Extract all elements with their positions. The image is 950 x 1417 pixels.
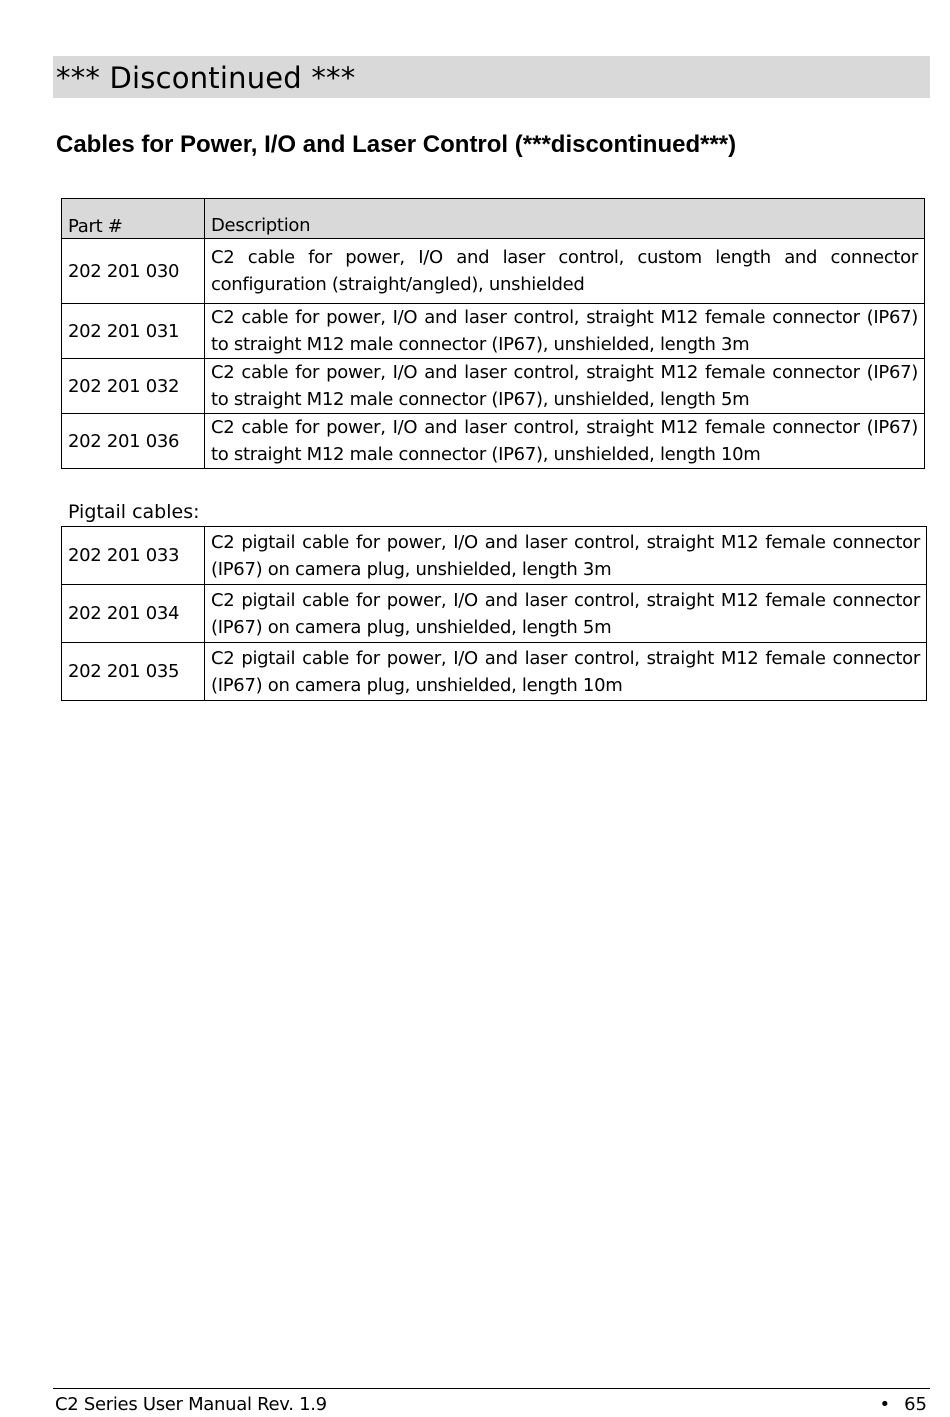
pigtail-table [61,526,927,701]
footer-page [879,1393,927,1417]
table-row [62,304,925,359]
part-number: 202 201 031 [62,304,205,359]
bullet-icon: • [879,1394,891,1415]
part-description: C2 pigtail cable for power, I/O and laser control, straight M12 female connector (IP67) on camera plug, unshielded, length 3m [205,527,927,585]
page-number: 65 [904,1394,927,1415]
footer-manual-title: C2 Series User Manual Rev. 1.9 [55,1394,327,1415]
part-number: 202 201 033 [62,527,205,585]
header-description: Description [205,199,925,239]
part-number: 202 201 032 [62,359,205,414]
table-row [62,585,927,643]
table-row [62,643,927,701]
part-description: C2 pigtail cable for power, I/O and laser control, straight M12 female connector (IP67) on camera plug, unshielded, length 10m [205,643,927,701]
table-row [62,359,925,414]
header-part-number: Part # [62,199,205,239]
part-number: 202 201 035 [62,643,205,701]
part-description: C2 cable for power, I/O and laser control, straight M12 female connector (IP67) to straight M12 male connector (IP67), unshielded, length 5m [205,359,925,414]
part-number: 202 201 036 [62,414,205,469]
table-row [62,414,925,469]
table-header-row [62,199,925,239]
footer-divider [53,1388,930,1389]
part-description: C2 pigtail cable for power, I/O and laser control, straight M12 female connector (IP67) on camera plug, unshielded, length 5m [205,585,927,643]
part-description: C2 cable for power, I/O and laser control, straight M12 female connector (IP67) to straight M12 male connector (IP67), unshielded, length 10m [205,414,925,469]
section-title: Cables for Power, I/O and Laser Control (***discontinued***) [56,131,737,158]
part-description: C2 cable for power, I/O and laser control, straight M12 female connector (IP67) to straight M12 male connector (IP67), unshielded, length 3m [205,304,925,359]
pigtail-heading: Pigtail cables: [68,501,200,523]
table-row [62,527,927,585]
part-description: C2 cable for power, I/O and laser control, custom length and connector configuration (straight/angled), unshielded [205,239,925,304]
discontinued-banner: *** Discontinued *** [53,56,930,98]
table-row [62,239,925,304]
cables-table [61,198,925,469]
part-number: 202 201 030 [62,239,205,304]
part-number: 202 201 034 [62,585,205,643]
